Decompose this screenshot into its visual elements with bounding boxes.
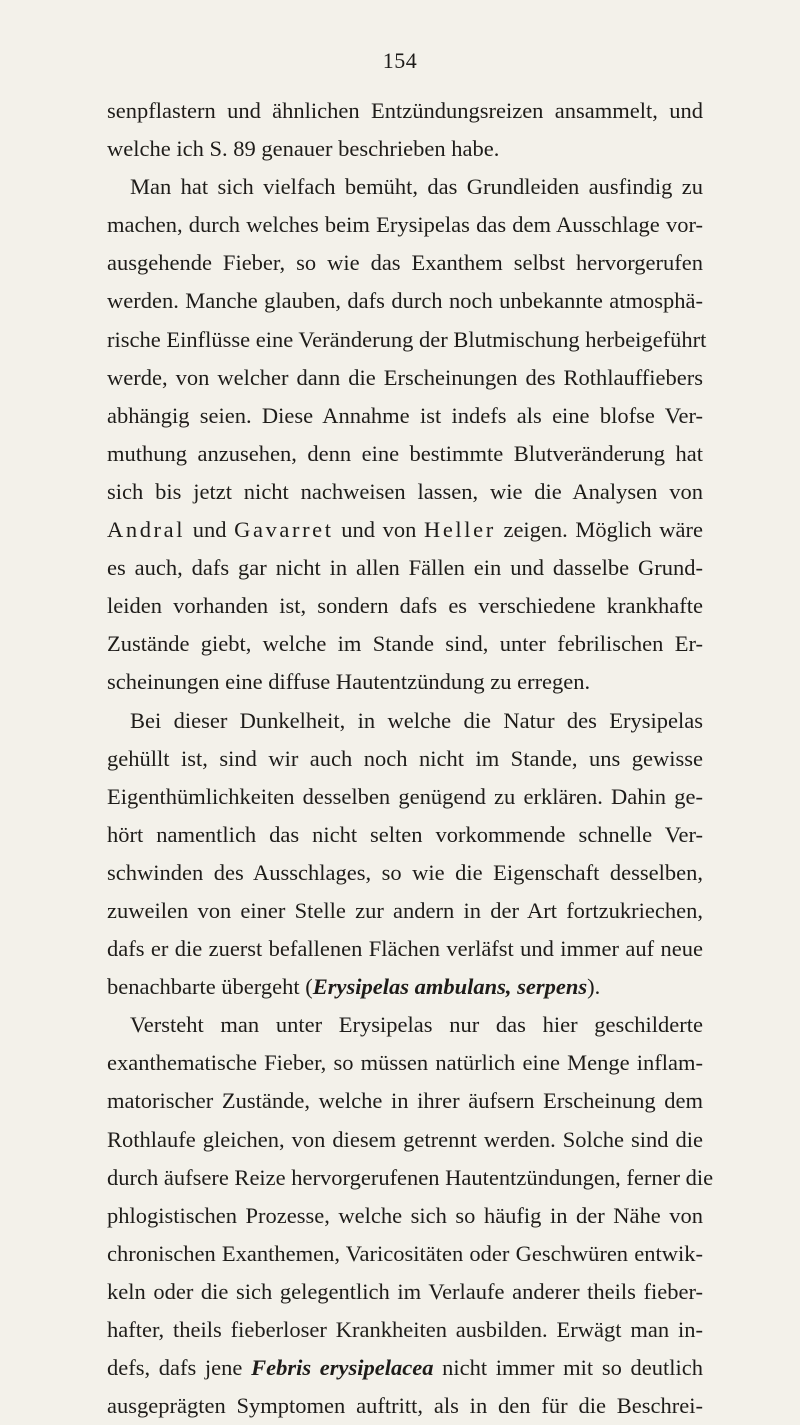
text-line (107, 740, 703, 778)
body-text (107, 92, 714, 1425)
text-segment: und (185, 517, 235, 543)
text-line (107, 1311, 703, 1349)
text-segment: machen, durch welches beim Erysipelas das dem Ausschlage vor- (107, 212, 703, 238)
text-line (107, 244, 703, 282)
text-segment: dafs er die zuerst befallenen Flächen verläfst und immer auf neue (107, 936, 703, 962)
text-segment: und von (333, 517, 424, 543)
text-segment: ). (587, 974, 601, 1000)
text-line (107, 1197, 703, 1235)
text-segment: muthung anzusehen, denn eine bestimmte Blutveränderung hat (107, 440, 703, 466)
text-segment: senpflastern und ähnlichen Entzündungsreizen ansammelt, und (107, 98, 703, 123)
text-line (107, 778, 703, 816)
text-segment: keln oder die sich gelegentlich im Verlaufe anderer theils fieber- (107, 1278, 703, 1304)
text-line (107, 1349, 703, 1387)
text-line (107, 1082, 703, 1120)
text-line (107, 1235, 703, 1273)
page-number: 154 (382, 48, 418, 73)
text-segment: abhängig seien. Diese Annahme ist indefs als eine blofse Ver- (107, 402, 703, 428)
text-segment: Bei dieser Dunkelheit, in welche die Natur des Erysipelas (130, 707, 703, 733)
text-segment: werden. Manche glauben, dafs durch noch unbekannte atmosphä- (107, 288, 703, 314)
text-line (107, 1387, 703, 1425)
text-segment: Eigenthümlichkeiten desselben genügend zu erklären. Dahin ge- (107, 783, 703, 809)
text-segment: zeigen. Möglich wäre (495, 517, 704, 543)
text-line (107, 168, 703, 206)
text-line (107, 854, 703, 892)
text-line (107, 549, 703, 587)
text-segment: gehüllt ist, sind wir auch noch nicht im Stande, uns gewisse (107, 745, 703, 771)
text-segment: phlogistischen Prozesse, welche sich so häufig in der Nähe von (107, 1202, 703, 1228)
text-segment: hafter, theils fieberloser Krankheiten ausbilden. Erwägt man in- (107, 1317, 703, 1342)
text-line (107, 1121, 703, 1159)
text-line (107, 359, 703, 397)
text-segment: defs, dafs jene (107, 1355, 252, 1381)
text-segment: benachbarte übergeht ( (107, 974, 313, 1000)
text-segment: chronischen Exanthemen, Varicositäten oder Geschwüren entwik- (107, 1240, 703, 1266)
text-segment: rische Einflüsse eine Veränderung der Blutmischung herbeigeführt (107, 326, 707, 352)
text-line (107, 321, 707, 359)
text-line (107, 92, 703, 130)
text-line (107, 930, 703, 968)
text-segment: Zustände giebt, welche im Stande sind, unter febrilischen Er- (107, 631, 703, 657)
author-name: Heller (424, 517, 496, 543)
text-line (107, 130, 703, 168)
text-line (107, 587, 703, 625)
text-line (107, 1159, 714, 1197)
text-segment: welche ich S. 89 genauer beschrieben habe. (107, 136, 500, 162)
text-line (107, 1273, 703, 1311)
text-line (107, 892, 703, 930)
text-segment: es auch, dafs gar nicht in allen Fällen ein und dasselbe Grund- (107, 555, 703, 581)
text-segment: hört namentlich das nicht selten vorkommende schnelle Ver- (107, 821, 703, 847)
text-segment: Man hat sich vielfach bemüht, das Grundleiden ausfindig zu (130, 174, 703, 200)
text-segment: matorischer Zustände, welche in ihrer äufsern Erscheinung dem (107, 1088, 703, 1114)
text-line (107, 206, 703, 244)
text-line (107, 1044, 703, 1082)
text-line (107, 663, 703, 701)
text-segment: durch äufsere Reize hervorgerufenen Hautentzündungen, ferner die (107, 1164, 714, 1190)
text-segment: zuweilen von einer Stelle zur andern in der Art fortzukriechen, (107, 897, 703, 923)
text-segment: leiden vorhanden ist, sondern dafs es verschiedene krankhafte (107, 593, 703, 619)
text-line (107, 968, 703, 1006)
text-segment: ausgehende Fieber, so wie das Exanthem selbst hervorgerufen (107, 250, 703, 276)
text-segment: schwinden des Ausschlages, so wie die Eigenschaft desselben, (107, 859, 703, 885)
author-name: Gavarret (234, 517, 334, 543)
text-line (107, 625, 703, 663)
text-line (107, 435, 703, 473)
text-segment: exanthematische Fieber, so müssen natürlich eine Menge inflam- (107, 1050, 703, 1076)
text-line (107, 816, 703, 854)
text-segment: scheinungen eine diffuse Hautentzündung zu erregen. (107, 669, 591, 695)
text-line (107, 511, 703, 549)
text-line (107, 473, 703, 511)
latin-term: Febris erysipelacea (251, 1355, 434, 1381)
text-line (107, 702, 703, 740)
text-segment: Versteht man unter Erysipelas nur das hier geschilderte (130, 1012, 703, 1038)
author-name: Andral (107, 517, 186, 543)
text-line (107, 397, 703, 435)
text-segment: Rothlaufe gleichen, von diesem getrennt werden. Solche sind die (107, 1126, 703, 1152)
text-segment: sich bis jetzt nicht nachweisen lassen, wie die Analysen von (107, 478, 703, 504)
text-segment: ausgeprägten Symptomen auftritt, als in den für die Beschrei- (107, 1393, 703, 1419)
text-segment: nicht immer mit so deutlich (433, 1355, 703, 1381)
latin-term: Erysipelas ambulans, serpens (312, 974, 588, 1000)
text-line (107, 282, 703, 320)
text-segment: werde, von welcher dann die Erscheinungen des Rothlauffiebers (107, 364, 703, 390)
text-line (107, 1006, 703, 1044)
